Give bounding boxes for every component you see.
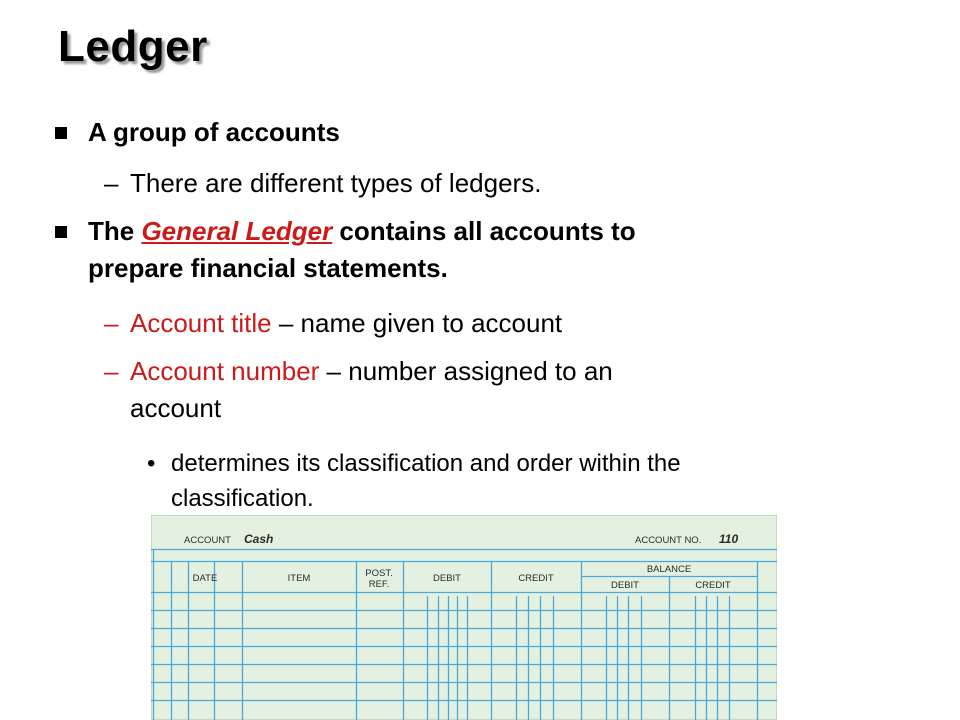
sub-sub-bullet-text: determines its classification and order within the (171, 450, 681, 477)
column-header-post-ref-line2: REF. (368, 579, 390, 590)
sub-bullet-account-title (104, 305, 824, 342)
dash-marker: – (104, 168, 119, 198)
column-header-balance-credit: CREDIT (695, 580, 731, 591)
bullet-text-line2: prepare financial statements. (88, 253, 448, 283)
sub-sub-bullet-classification (147, 446, 867, 516)
column-header-debit: DEBIT (433, 573, 461, 584)
column-header-credit: CREDIT (518, 573, 554, 584)
dash-marker: – (104, 356, 119, 386)
column-header-item: ITEM (287, 573, 311, 584)
account-label: ACCOUNT (184, 535, 231, 546)
column-header-balance-debit: DEBIT (611, 580, 639, 591)
definition-text-line2: account (130, 393, 222, 423)
term-account-number: Account number (130, 356, 320, 386)
bullet-text-pre: The (88, 216, 142, 246)
account-name: Cash (244, 532, 274, 546)
slide-title: Ledger (58, 22, 208, 71)
dot-marker: • (147, 450, 156, 477)
account-no-value: 110 (719, 532, 739, 546)
bullet-text: A group of accounts (88, 117, 340, 147)
sub-sub-bullet-text-line2: classification. (171, 485, 314, 512)
dash-marker: – (104, 308, 119, 338)
definition-text: – name given to account (271, 308, 563, 338)
column-header-post-ref-line1: POST. (365, 568, 393, 579)
sub-bullet-ledger-types (104, 165, 824, 202)
bullet-general-ledger (88, 213, 848, 287)
sub-bullet-account-number (104, 353, 824, 427)
ledger-form (151, 515, 777, 720)
term-account-title: Account title (130, 308, 272, 338)
definition-text: – number assigned to an (319, 356, 613, 386)
bullet-text-post: contains all accounts to (332, 216, 636, 246)
general-ledger-link[interactable]: General Ledger (141, 216, 333, 246)
column-header-balance: BALANCE (646, 564, 692, 575)
column-header-date: DATE (192, 573, 218, 584)
sub-bullet-text: There are different types of ledgers. (130, 168, 542, 198)
account-no-label: ACCOUNT NO. (635, 535, 702, 546)
bullet-group-of-accounts (88, 114, 848, 151)
